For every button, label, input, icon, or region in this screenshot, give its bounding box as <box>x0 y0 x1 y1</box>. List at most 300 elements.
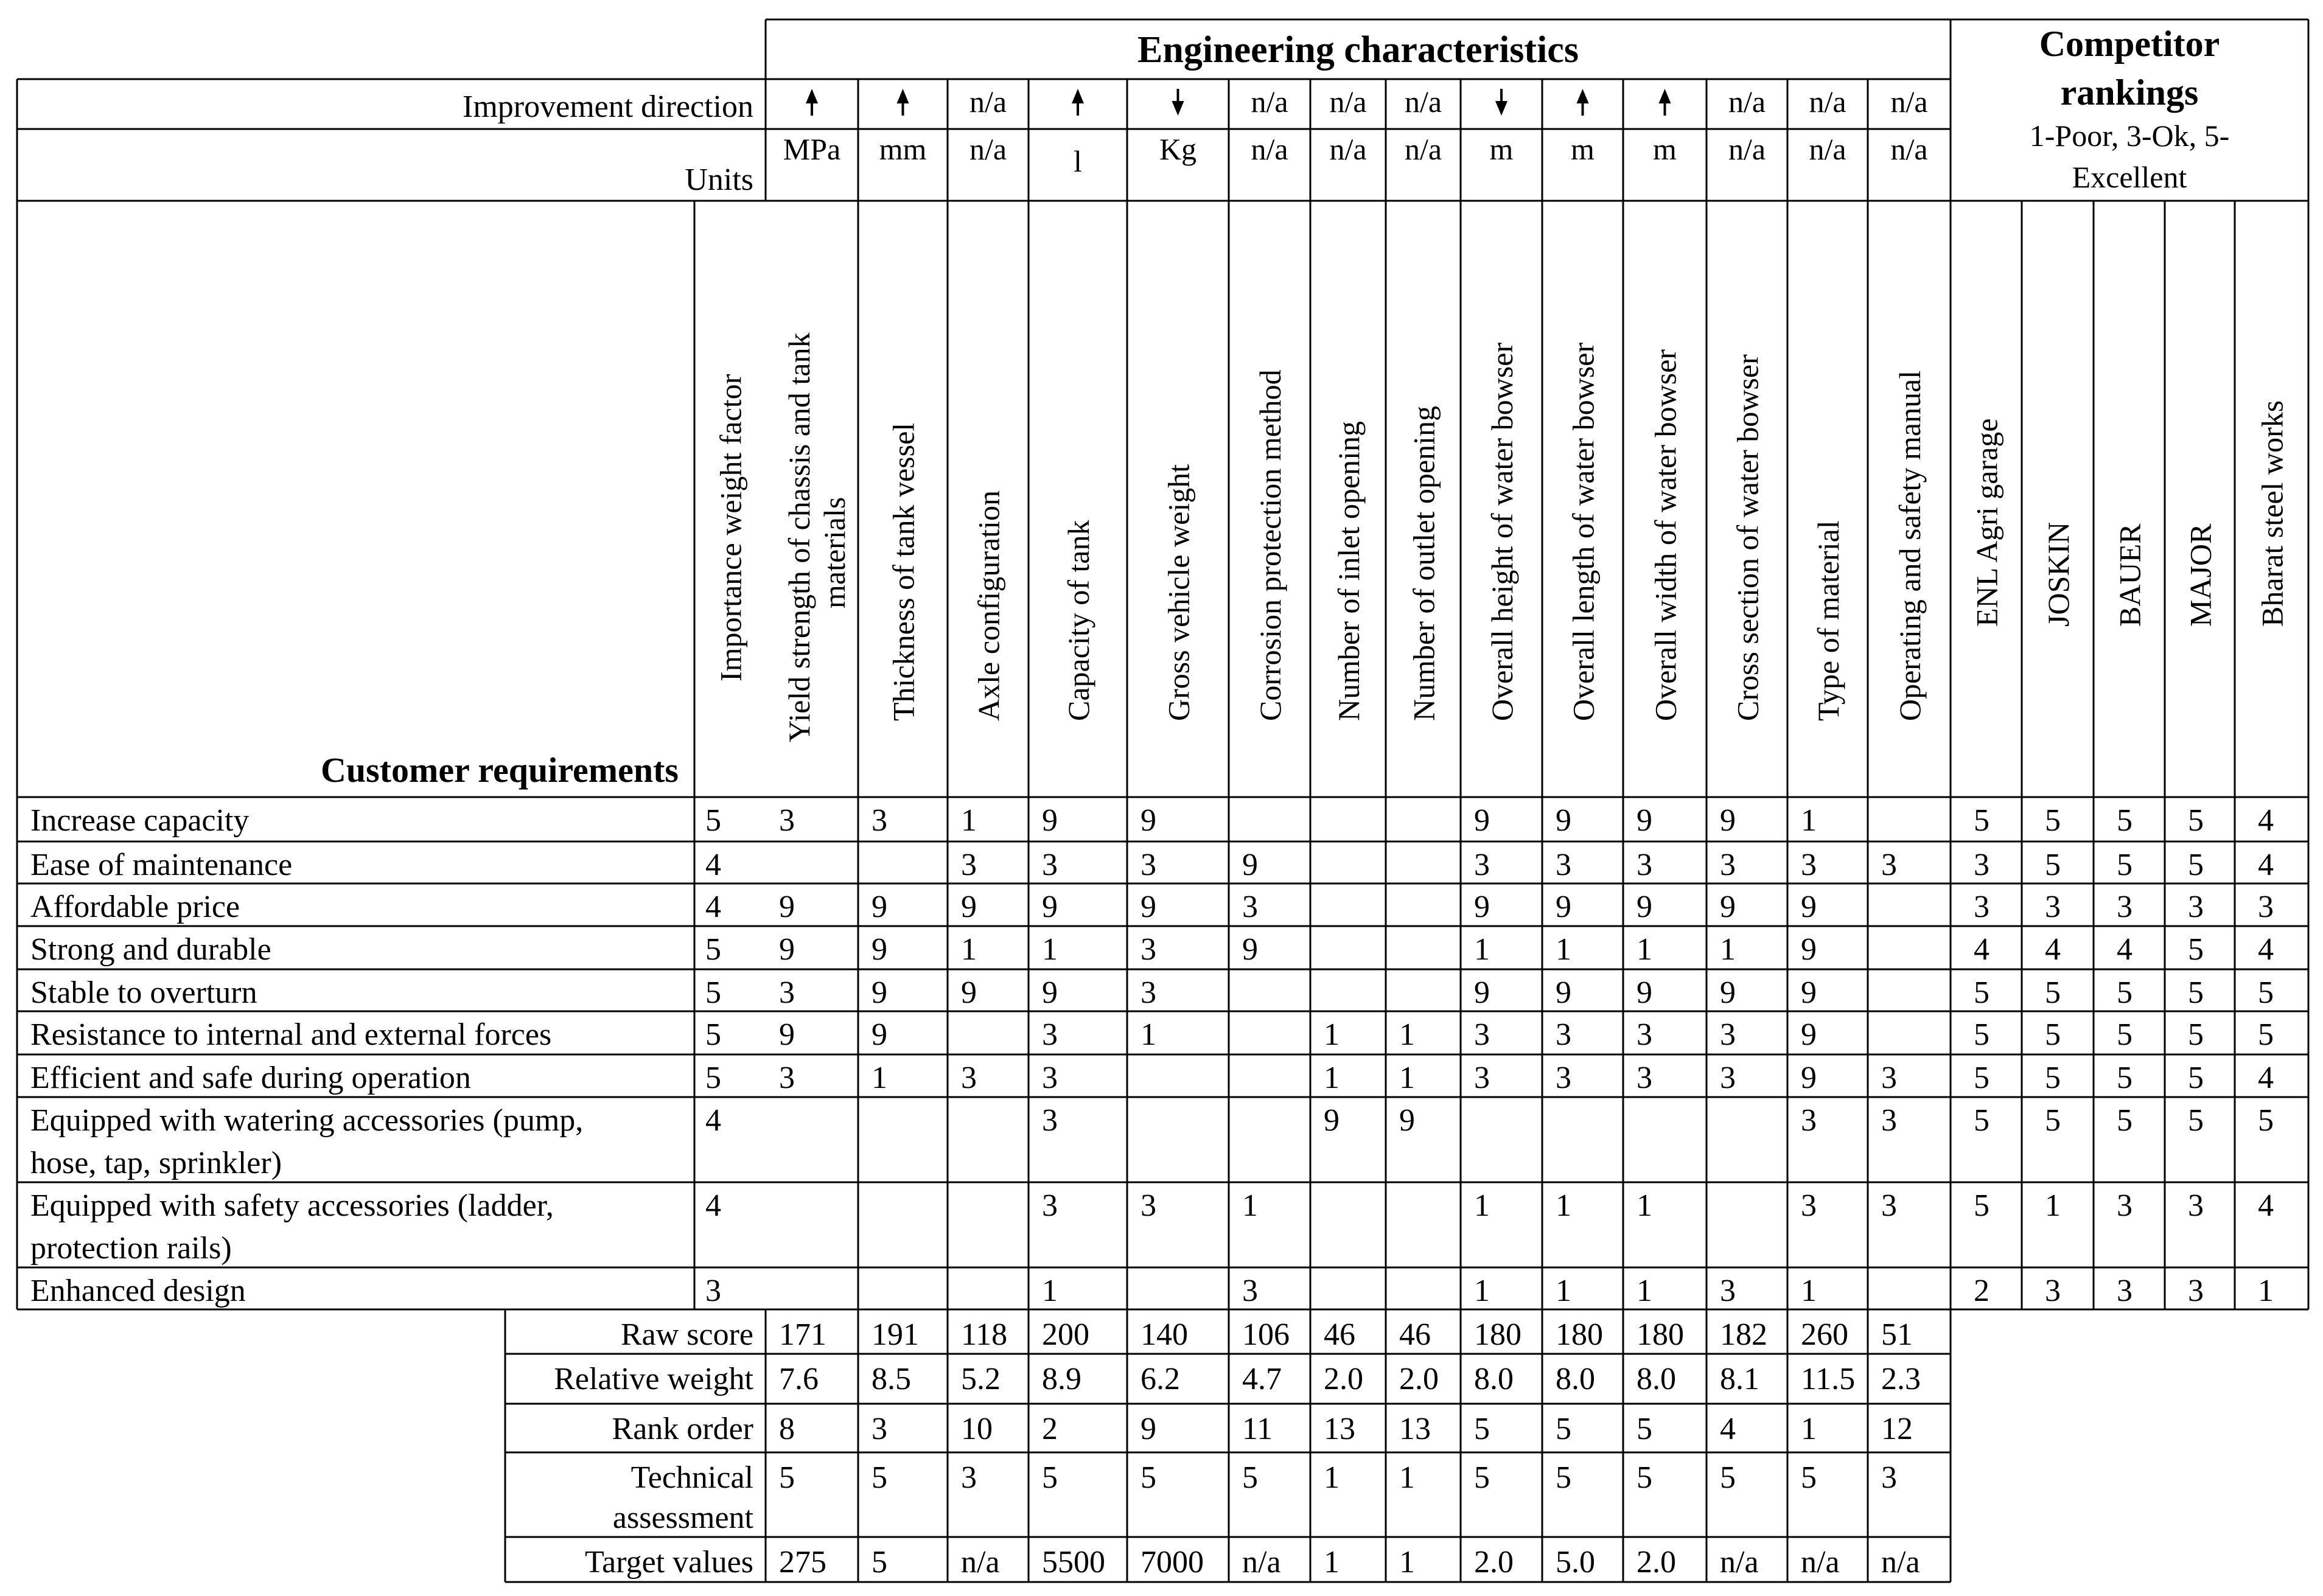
competitor-title: Competitor <box>2039 24 2220 64</box>
relationship-score: 9 <box>872 890 887 924</box>
relationship-score: 1 <box>1042 932 1058 967</box>
competitor-ranking: 4 <box>2258 848 2274 882</box>
relationship-score: 9 <box>1801 975 1817 1010</box>
unit-value: n/a <box>1809 132 1846 166</box>
summary-label: Technical <box>631 1460 753 1495</box>
relationship-score: 3 <box>1637 1017 1652 1052</box>
summary-value: 118 <box>961 1317 1008 1352</box>
competitor-ranking: 5 <box>2117 803 2133 838</box>
unit-value: n/a <box>1329 132 1367 166</box>
relationship-score: 1 <box>1242 1188 1258 1223</box>
importance-value: 3 <box>705 1274 721 1308</box>
competitor-ranking: 2 <box>1974 1274 1989 1308</box>
competitor-ranking: 3 <box>2188 890 2204 924</box>
relationship-score: 9 <box>1556 890 1571 924</box>
competitor-ranking: 5 <box>2188 803 2204 838</box>
relationship-score: 3 <box>1042 848 1058 882</box>
relationship-score: 9 <box>779 1017 795 1052</box>
relationship-score: 9 <box>1801 932 1817 967</box>
competitor-ranking: 4 <box>1974 932 1989 967</box>
summary-value: 5 <box>1042 1460 1058 1495</box>
importance-value: 5 <box>705 1017 721 1052</box>
summary-value: 5 <box>1801 1460 1817 1495</box>
relationship-score: 3 <box>1042 1188 1058 1223</box>
relationship-score: 9 <box>1801 1017 1817 1052</box>
summary-value: 7000 <box>1141 1545 1204 1580</box>
relationship-score: 3 <box>1556 848 1571 882</box>
summary-value: 1 <box>1801 1412 1817 1446</box>
characteristic-name: Overall height of water bowser <box>1485 343 1519 721</box>
competitor-ranking: 3 <box>2117 1188 2133 1223</box>
summary-value: 180 <box>1556 1317 1603 1352</box>
requirement-name: hose, tap, sprinkler) <box>30 1146 282 1180</box>
summary-value: 260 <box>1801 1317 1848 1352</box>
competitor-name: ENL Agri garage <box>1969 418 2004 627</box>
competitor-ranking: 5 <box>2258 1017 2274 1052</box>
competitor-ranking: 5 <box>1974 975 1989 1010</box>
relationship-score: 1 <box>961 803 977 838</box>
relationship-score: 3 <box>779 803 795 838</box>
arrow-up-icon <box>1577 89 1589 116</box>
competitor-ranking: 5 <box>2188 1017 2204 1052</box>
importance-value: 4 <box>705 890 721 924</box>
relationship-score: 1 <box>872 1061 887 1095</box>
competitor-ranking: 5 <box>2117 848 2133 882</box>
relationship-score: 1 <box>1324 1017 1340 1052</box>
competitor-title-2: rankings <box>2060 72 2199 113</box>
competitor-ranking: 5 <box>1974 1103 1989 1138</box>
requirement-name: Increase capacity <box>30 803 250 838</box>
summary-value: 3 <box>872 1412 887 1446</box>
customer-requirements-label: Customer requirements <box>321 750 679 790</box>
summary-value: 46 <box>1324 1317 1355 1352</box>
characteristic-name: Operating and safety manual <box>1893 370 1927 721</box>
relationship-score: 9 <box>1399 1103 1415 1138</box>
relationship-score: 9 <box>1474 803 1490 838</box>
relationship-score: 9 <box>1324 1103 1340 1138</box>
direction-na: n/a <box>1251 85 1288 119</box>
relationship-score: 3 <box>1141 932 1156 967</box>
summary-value: 5.2 <box>961 1362 1001 1396</box>
relationship-score: 1 <box>1474 1188 1490 1223</box>
summary-value: 8.0 <box>1556 1362 1595 1396</box>
summary-value: 4 <box>1720 1412 1736 1446</box>
relationship-score: 3 <box>1801 1188 1817 1223</box>
arrow-up-icon <box>1659 89 1671 116</box>
importance-header: Importance weight factor <box>713 374 748 681</box>
summary-value: 8.5 <box>872 1362 911 1396</box>
unit-value: n/a <box>1404 132 1442 166</box>
relationship-score: 3 <box>1556 1061 1571 1095</box>
summary-value: 5 <box>1720 1460 1736 1495</box>
relationship-score: 3 <box>1242 890 1258 924</box>
summary-label: Raw score <box>620 1317 753 1352</box>
relationship-score: 9 <box>1141 803 1156 838</box>
competitor-ranking: 3 <box>2045 1274 2061 1308</box>
relationship-score: 3 <box>961 848 977 882</box>
summary-value: 106 <box>1242 1317 1290 1352</box>
relationship-score: 9 <box>1042 975 1058 1010</box>
competitor-ranking: 4 <box>2117 932 2133 967</box>
direction-na: n/a <box>1809 85 1846 119</box>
summary-value: 180 <box>1637 1317 1684 1352</box>
characteristic-name: Number of outlet opening <box>1406 406 1441 721</box>
relationship-score: 9 <box>1637 890 1652 924</box>
summary-value: 5500 <box>1042 1545 1105 1580</box>
summary-value: 2.0 <box>1637 1545 1676 1580</box>
relationship-score: 9 <box>1637 803 1652 838</box>
characteristic-name: Cross section of water bowser <box>1730 354 1765 721</box>
summary-value: 140 <box>1141 1317 1188 1352</box>
relationship-score: 9 <box>1474 975 1490 1010</box>
arrow-up-icon <box>806 89 818 116</box>
characteristic-name: Number of inlet opening <box>1332 421 1366 721</box>
unit-value: m <box>1571 132 1595 166</box>
characteristic-name: Overall length of water bowser <box>1566 343 1601 721</box>
summary-value: 5 <box>1637 1460 1652 1495</box>
relationship-score: 3 <box>1720 1061 1736 1095</box>
requirement-name: Affordable price <box>30 890 240 924</box>
summary-value: 5 <box>1556 1460 1571 1495</box>
summary-label: Relative weight <box>554 1362 753 1396</box>
unit-value: Kg <box>1159 132 1197 166</box>
competitor-ranking: 5 <box>2117 1103 2133 1138</box>
competitor-ranking: 3 <box>2117 890 2133 924</box>
arrow-up-icon <box>897 89 909 116</box>
summary-value: 7.6 <box>779 1362 819 1396</box>
relationship-score: 3 <box>1720 1274 1736 1308</box>
relationship-score: 1 <box>961 932 977 967</box>
summary-value: 5 <box>1242 1460 1258 1495</box>
competitor-ranking: 3 <box>2258 890 2274 924</box>
relationship-score: 1 <box>1399 1061 1415 1095</box>
relationship-score: 3 <box>1474 1061 1490 1095</box>
characteristic-name: Capacity of tank <box>1061 520 1095 721</box>
relationship-score: 3 <box>1141 1188 1156 1223</box>
summary-label: Target values <box>585 1545 753 1580</box>
competitor-ranking: 5 <box>2117 1017 2133 1052</box>
summary-value: 1 <box>1324 1545 1340 1580</box>
summary-value: 5 <box>1474 1460 1490 1495</box>
direction-na: n/a <box>1329 85 1367 119</box>
summary-value: 5 <box>872 1545 887 1580</box>
summary-value: 1 <box>1399 1545 1415 1580</box>
relationship-score: 1 <box>1042 1274 1058 1308</box>
summary-value: 2.0 <box>1399 1362 1439 1396</box>
summary-value: 4.7 <box>1242 1362 1282 1396</box>
summary-value: 8.0 <box>1637 1362 1676 1396</box>
importance-value: 4 <box>705 1103 721 1138</box>
relationship-score: 9 <box>872 975 887 1010</box>
importance-value: 5 <box>705 932 721 967</box>
summary-value: 171 <box>779 1317 826 1352</box>
summary-value: n/a <box>1242 1545 1281 1580</box>
relationship-score: 1 <box>1637 1188 1652 1223</box>
summary-value: 5 <box>1556 1412 1571 1446</box>
relationship-score: 3 <box>1881 1188 1897 1223</box>
unit-value: MPa <box>783 132 841 166</box>
relationship-score: 9 <box>779 890 795 924</box>
summary-value: n/a <box>961 1545 1000 1580</box>
summary-value: 10 <box>961 1412 993 1446</box>
relationship-score: 3 <box>1720 1017 1736 1052</box>
relationship-score: 3 <box>1042 1061 1058 1095</box>
summary-value: 180 <box>1474 1317 1521 1352</box>
summary-value: 275 <box>779 1545 826 1580</box>
summary-value: 5 <box>779 1460 795 1495</box>
relationship-score: 9 <box>779 932 795 967</box>
unit-value: m <box>1489 132 1514 166</box>
relationship-score: 3 <box>1556 1017 1571 1052</box>
competitor-ranking: 5 <box>2188 848 2204 882</box>
summary-value: n/a <box>1801 1545 1840 1580</box>
relationship-score: 3 <box>779 975 795 1010</box>
summary-label: Rank order <box>612 1412 753 1446</box>
relationship-score: 1 <box>1474 932 1490 967</box>
competitor-name: MAJOR <box>2183 523 2218 627</box>
competitor-ranking: 3 <box>2188 1188 2204 1223</box>
summary-value: 13 <box>1399 1412 1431 1446</box>
competitor-ranking: 4 <box>2258 932 2274 967</box>
relationship-score: 1 <box>1399 1017 1415 1052</box>
competitor-name: BAUER <box>2112 523 2147 627</box>
relationship-score: 3 <box>961 1061 977 1095</box>
requirement-name: protection rails) <box>30 1231 232 1266</box>
competitor-ranking: 5 <box>2258 975 2274 1010</box>
competitor-ranking: 5 <box>2258 1103 2274 1138</box>
summary-value: 2 <box>1042 1412 1058 1446</box>
relationship-score: 1 <box>1556 1274 1571 1308</box>
relationship-score: 3 <box>1881 1103 1897 1138</box>
competitor-ranking: 4 <box>2258 1061 2274 1095</box>
competitor-ranking: 5 <box>2045 1103 2061 1138</box>
arrow-down-icon <box>1172 89 1184 116</box>
requirement-name: Enhanced design <box>30 1274 246 1308</box>
unit-value: n/a <box>1890 132 1928 166</box>
characteristic-name: Type of material <box>1811 520 1845 721</box>
unit-value: n/a <box>1251 132 1288 166</box>
summary-value: n/a <box>1720 1545 1759 1580</box>
summary-value: 11.5 <box>1801 1362 1856 1396</box>
relationship-score: 3 <box>1881 848 1897 882</box>
competitor-ranking: 1 <box>2258 1274 2274 1308</box>
competitor-ranking: 3 <box>1974 848 1989 882</box>
relationship-score: 3 <box>1881 1061 1897 1095</box>
relationship-score: 3 <box>779 1061 795 1095</box>
relationship-score: 9 <box>961 975 977 1010</box>
competitor-ranking: 5 <box>1974 1017 1989 1052</box>
importance-value: 4 <box>705 848 721 882</box>
requirement-name: Equipped with watering accessories (pump, <box>30 1103 584 1138</box>
summary-value: 13 <box>1324 1412 1355 1446</box>
competitor-ranking: 5 <box>2117 1061 2133 1095</box>
summary-value: 11 <box>1242 1412 1273 1446</box>
competitor-ranking: 5 <box>2045 848 2061 882</box>
summary-value: 2.0 <box>1474 1545 1514 1580</box>
units-label: Units <box>685 162 753 197</box>
direction-na: n/a <box>1890 85 1928 119</box>
summary-value: 200 <box>1042 1317 1089 1352</box>
summary-value: 46 <box>1399 1317 1431 1352</box>
summary-value: 5 <box>1474 1412 1490 1446</box>
characteristic-name: Corrosion protection method <box>1253 369 1287 721</box>
relationship-score: 1 <box>1637 932 1652 967</box>
competitor-ranking: 5 <box>2045 1061 2061 1095</box>
competitor-scale: 1-Poor, 3-Ok, 5- <box>2029 119 2230 153</box>
relationship-score: 1 <box>1720 932 1736 967</box>
competitor-ranking: 5 <box>2188 1103 2204 1138</box>
relationship-score: 9 <box>961 890 977 924</box>
unit-value: n/a <box>969 132 1007 166</box>
competitor-ranking: 1 <box>2045 1188 2061 1223</box>
summary-value: 1 <box>1399 1460 1415 1495</box>
competitor-ranking: 4 <box>2258 1188 2274 1223</box>
relationship-score: 1 <box>1556 932 1571 967</box>
relationship-score: 1 <box>1141 1017 1156 1052</box>
summary-value: 8.0 <box>1474 1362 1514 1396</box>
relationship-score: 3 <box>1042 1017 1058 1052</box>
relationship-score: 3 <box>1637 848 1652 882</box>
relationship-score: 9 <box>1556 803 1571 838</box>
summary-value: 9 <box>1141 1412 1156 1446</box>
characteristic-name: Yield strength of chassis and tank <box>782 332 816 742</box>
relationship-score: 9 <box>1801 1061 1817 1095</box>
requirement-name: Equipped with safety accessories (ladder, <box>30 1188 554 1223</box>
summary-value: 5 <box>1637 1412 1652 1446</box>
direction-na: n/a <box>1404 85 1442 119</box>
relationship-score: 1 <box>1637 1274 1652 1308</box>
unit-value: l <box>1074 144 1082 178</box>
summary-value: 12 <box>1881 1412 1913 1446</box>
relationship-score: 3 <box>872 803 887 838</box>
arrow-down-icon <box>1495 89 1507 116</box>
engineering-title: Engineering characteristics <box>1137 29 1579 71</box>
relationship-score: 1 <box>1556 1188 1571 1223</box>
importance-value: 5 <box>705 975 721 1010</box>
summary-value: 2.0 <box>1324 1362 1363 1396</box>
unit-value: m <box>1653 132 1677 166</box>
relationship-score: 3 <box>1801 1103 1817 1138</box>
requirement-name: Strong and durable <box>30 932 271 967</box>
relationship-score: 9 <box>1141 890 1156 924</box>
relationship-score: 9 <box>1720 975 1736 1010</box>
direction-na: n/a <box>1728 85 1766 119</box>
summary-value: 6.2 <box>1141 1362 1180 1396</box>
relationship-score: 9 <box>1242 848 1258 882</box>
competitor-ranking: 5 <box>2117 975 2133 1010</box>
summary-value: 191 <box>872 1317 919 1352</box>
relationship-score: 9 <box>1720 803 1736 838</box>
competitor-ranking: 5 <box>1974 803 1989 838</box>
competitor-ranking: 5 <box>1974 1061 1989 1095</box>
competitor-ranking: 3 <box>2045 890 2061 924</box>
characteristic-name: Gross vehicle weight <box>1161 464 1196 721</box>
summary-value: 1 <box>1324 1460 1340 1495</box>
relationship-score: 3 <box>1242 1274 1258 1308</box>
competitor-ranking: 5 <box>2188 932 2204 967</box>
relationship-score: 9 <box>1474 890 1490 924</box>
characteristic-name: Overall width of water bowser <box>1648 349 1683 721</box>
competitor-ranking: 5 <box>2045 1017 2061 1052</box>
summary-value: 8 <box>779 1412 795 1446</box>
competitor-ranking: 5 <box>2188 1061 2204 1095</box>
competitor-name: JOSKIN <box>2041 521 2075 627</box>
summary-value: 182 <box>1720 1317 1767 1352</box>
arrow-up-icon <box>1072 89 1084 116</box>
relationship-score: 3 <box>1141 848 1156 882</box>
summary-value: 2.3 <box>1881 1362 1921 1396</box>
competitor-name: Bharat steel works <box>2255 400 2290 627</box>
summary-label: assessment <box>612 1500 753 1535</box>
relationship-score: 3 <box>1474 1017 1490 1052</box>
characteristic-name: Thickness of tank vessel <box>886 422 921 721</box>
relationship-score: 3 <box>1720 848 1736 882</box>
unit-value: n/a <box>1728 132 1766 166</box>
relationship-score: 9 <box>1042 890 1058 924</box>
summary-value: 8.1 <box>1720 1362 1759 1396</box>
unit-value: mm <box>879 132 927 166</box>
competitor-ranking: 3 <box>2117 1274 2133 1308</box>
improvement-label: Improvement direction <box>463 89 753 124</box>
summary-value: 3 <box>961 1460 977 1495</box>
competitor-ranking: 3 <box>1974 890 1989 924</box>
relationship-score: 3 <box>1801 848 1817 882</box>
characteristic-name: Axle configuration <box>971 490 1006 721</box>
requirement-name: Resistance to internal and external forces <box>30 1017 552 1052</box>
requirement-name: Ease of maintenance <box>30 848 293 882</box>
characteristic-name: materials <box>817 497 851 608</box>
importance-value: 4 <box>705 1188 721 1223</box>
importance-value: 5 <box>705 803 721 838</box>
relationship-score: 9 <box>1042 803 1058 838</box>
summary-value: 5 <box>1141 1460 1156 1495</box>
relationship-score: 9 <box>1637 975 1652 1010</box>
requirement-name: Efficient and safe during operation <box>30 1061 471 1095</box>
competitor-ranking: 3 <box>2188 1274 2204 1308</box>
competitor-ranking: 5 <box>2188 975 2204 1010</box>
summary-value: 5 <box>872 1460 887 1495</box>
competitor-ranking: 5 <box>1974 1188 1989 1223</box>
competitor-scale-2: Excellent <box>2072 160 2187 194</box>
importance-value: 5 <box>705 1061 721 1095</box>
relationship-score: 1 <box>1801 1274 1817 1308</box>
summary-value: 51 <box>1881 1317 1913 1352</box>
direction-na: n/a <box>969 85 1007 119</box>
relationship-score: 3 <box>1637 1061 1652 1095</box>
relationship-score: 9 <box>1801 890 1817 924</box>
relationship-score: 9 <box>1556 975 1571 1010</box>
relationship-score: 3 <box>1474 848 1490 882</box>
relationship-score: 9 <box>872 932 887 967</box>
summary-value: 8.9 <box>1042 1362 1081 1396</box>
competitor-ranking: 5 <box>2045 803 2061 838</box>
competitor-ranking: 4 <box>2045 932 2061 967</box>
relationship-score: 1 <box>1801 803 1817 838</box>
competitor-ranking: 4 <box>2258 803 2274 838</box>
summary-value: n/a <box>1881 1545 1920 1580</box>
relationship-score: 9 <box>1242 932 1258 967</box>
relationship-score: 1 <box>1324 1061 1340 1095</box>
requirement-name: Stable to overturn <box>30 975 257 1010</box>
summary-value: 5.0 <box>1556 1545 1595 1580</box>
competitor-ranking: 5 <box>2045 975 2061 1010</box>
summary-value: 3 <box>1881 1460 1897 1495</box>
relationship-score: 9 <box>1720 890 1736 924</box>
relationship-score: 3 <box>1141 975 1156 1010</box>
relationship-score: 1 <box>1474 1274 1490 1308</box>
relationship-score: 9 <box>872 1017 887 1052</box>
relationship-score: 3 <box>1042 1103 1058 1138</box>
